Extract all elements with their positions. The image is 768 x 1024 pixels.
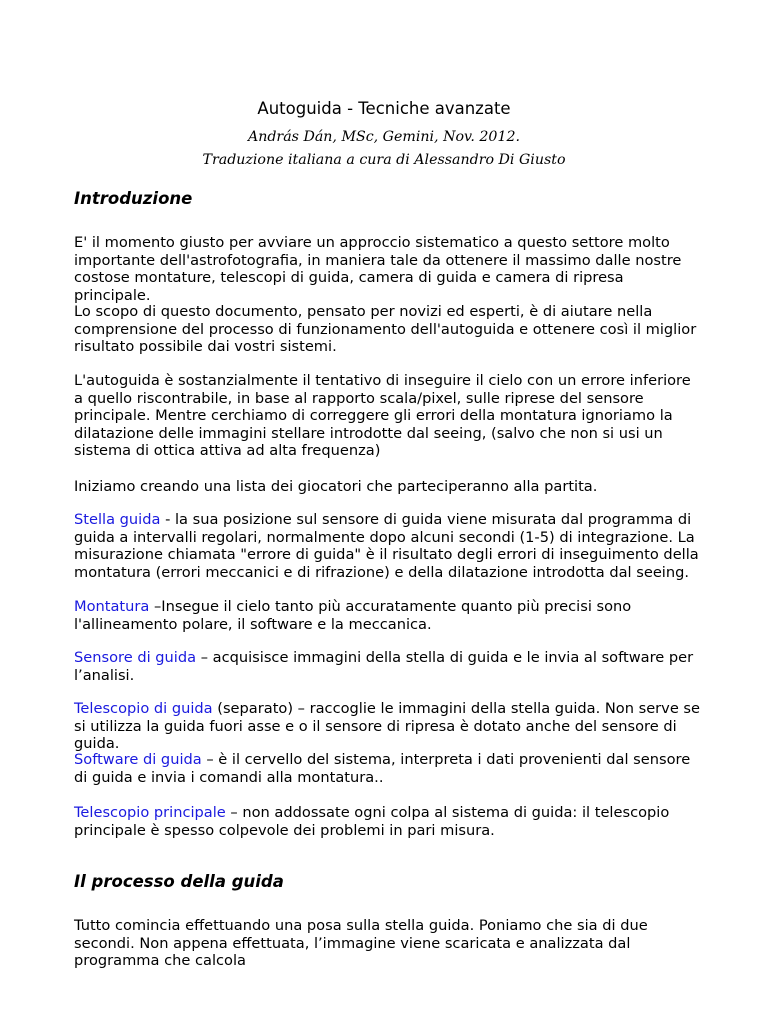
term-guide-software: Software di guida (74, 751, 202, 768)
translation-credit: Traduzione italiana a cura di Alessandro Di Giusto (202, 152, 566, 168)
section-heading-guiding-process: Il processo della guida (74, 872, 284, 891)
term-guide-sensor: Sensore di guida (74, 649, 197, 666)
paragraph: Lo scopo di questo documento, pensato per novizi ed esperti, è di aiutare nella comprensione del processo di funzionamento dell'autoguida e ottenere così il miglior risultato possibile dai vostri sistemi. (74, 303, 697, 356)
definition-guide-sensor: – acquisisce immagini della stella di guida e le invia al software per l’analisi. (74, 649, 694, 684)
definition-main-telescope: – non addossate ogni colpa al sistema di guida: il telescopio principale è spesso colpevole dei problemi in pari misura. (74, 804, 670, 839)
definition-guide-telescope: (separato) – raccoglie le immagini della stella guida. Non serve se si utilizza la guida fuori asse e o il sensore di ripresa è dotato anche del sensore di guida. (74, 700, 701, 753)
player-guide-software (74, 751, 704, 786)
definition-guide-software: – è il cervello del sistema, interpreta i dati provenienti dal sensore di guida e invia i comandi alla montatura.. (74, 751, 691, 786)
player-main-telescope (74, 804, 704, 839)
definition-guide-star: - la sua posizione sul sensore di guida viene misurata dal programma di guida a intervalli regolari, normalmente dopo alcuni secondi (1-5) di integrazione. La misurazione chiamata "errore di guida" è il risultato degli errori di inseguimento della montatura (errori meccanici e di rifrazione) e della dilatazione introdotta dal seeing. (74, 511, 699, 581)
term-guide-star: Stella guida (74, 511, 161, 528)
player-guide-telescope (74, 700, 704, 753)
paragraph: Iniziamo creando una lista dei giocatori che parteciperanno alla partita. (74, 478, 598, 495)
paragraph: L'autoguida è sostanzialmente il tentativo di inseguire il cielo con un errore inferiore a quello riscontrabile, in base al rapporto scala/pixel, sulle riprese del sensore principale. Mentre cerchiamo di correggere gli errori della montatura ignoriamo la dilatazione delle immagini stellare introdotte dal seeing, (salvo che non si usi un sistema di ottica attiva ad alta frequenza) (74, 372, 691, 460)
section-heading-introduction: Introduzione (74, 189, 193, 208)
player-guide-sensor (74, 649, 704, 684)
player-guide-star (74, 511, 704, 581)
paragraph: E' il momento giusto per avviare un approccio sistematico a questo settore molto importante dell'astrofotografia, in maniera tale da ottenere il massimo dalle nostre costose montature, telescopi di guida, camera di guida e camera di ripresa principale. (74, 234, 682, 304)
term-guide-telescope: Telescopio di guida (74, 700, 213, 717)
paragraph: Tutto comincia effettuando una posa sulla stella guida. Poniamo che sia di due secondi. Non appena effettuata, l’immagine viene scaricata e analizzata dal programma che calcola (74, 917, 648, 970)
definition-mount: –Insegue il cielo tanto più accuratamente quanto più precisi sono l'allineamento polare, il software e la meccanica. (74, 598, 632, 633)
player-mount (74, 598, 704, 633)
term-main-telescope: Telescopio principale (74, 804, 226, 821)
term-mount: Montatura (74, 598, 150, 615)
document-title: Autoguida - Tecniche avanzate (257, 99, 511, 118)
author-line: András Dán, MSc, Gemini, Nov. 2012. (247, 129, 521, 145)
